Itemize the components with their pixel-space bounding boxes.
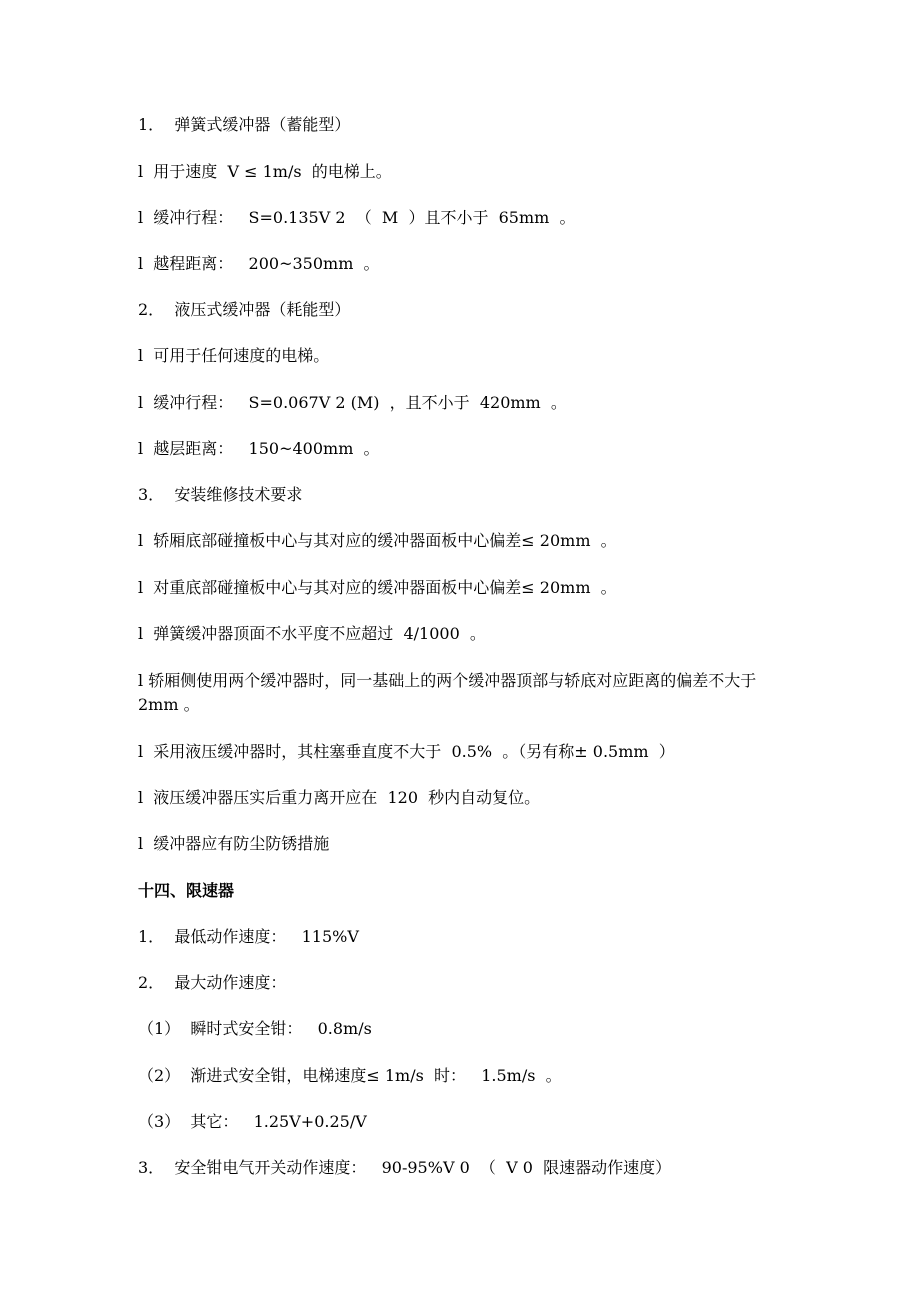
numbered-item: 1． 最低动作速度： 115%V <box>138 927 359 946</box>
bullet-item: l 可用于任何速度的电梯。 <box>138 346 330 365</box>
bullet-item: l 用于速度 V ≤ 1m/s 的电梯上。 <box>138 162 392 181</box>
numbered-item: 3． 安全钳电气开关动作速度： 90-95%V 0 （ V 0 限速器动作速度） <box>138 1158 672 1177</box>
heading-spring-buffer: 1． 弹簧式缓冲器（蓄能型） <box>138 115 351 134</box>
heading-hydraulic-buffer: 2． 液压式缓冲器（耗能型） <box>138 300 351 319</box>
bullet-item: l 液压缓冲器压实后重力离开应在 120 秒内自动复位。 <box>138 788 541 807</box>
bullet-item: l 弹簧缓冲器顶面不水平度不应超过 4/1000 。 <box>138 624 486 643</box>
sub-item: （3） 其它： 1.25V+0.25/V <box>138 1112 367 1131</box>
bullet-item: l 越程距离： 200~350mm 。 <box>138 254 380 273</box>
section-title-speed-governor: 十四、限速器 <box>138 881 235 900</box>
bullet-item: l 缓冲行程： S=0.135V 2 （ M ）且不小于 65mm 。 <box>138 208 576 227</box>
heading-installation-requirements: 3． 安装维修技术要求 <box>138 485 303 504</box>
sub-item: （2） 渐进式安全钳，电梯速度≤ 1m/s 时： 1.5m/s 。 <box>138 1066 562 1085</box>
bullet-item: l 轿厢底部碰撞板中心与其对应的缓冲器面板中心偏差≤ 20mm 。 <box>138 531 617 550</box>
bullet-item: l 越层距离： 150~400mm 。 <box>138 439 380 458</box>
bullet-item: l 采用液压缓冲器时，其柱塞垂直度不大于 0.5% 。（另有称± 0.5mm ） <box>138 742 675 761</box>
bullet-item: l 对重底部碰撞板中心与其对应的缓冲器面板中心偏差≤ 20mm 。 <box>138 578 617 597</box>
bullet-item: l 缓冲行程： S=0.067V 2 (M) ，且不小于 420mm 。 <box>138 393 567 412</box>
bullet-item: l 轿厢侧使用两个缓冲器时，同一基础上的两个缓冲器顶部与轿底对应距离的偏差不大于 2mm 。 <box>138 671 757 714</box>
numbered-item: 2． 最大动作速度： <box>138 973 287 992</box>
bullet-item: l 缓冲器应有防尘防锈措施 <box>138 834 330 853</box>
sub-item: （1） 瞬时式安全钳： 0.8m/s <box>138 1019 372 1038</box>
